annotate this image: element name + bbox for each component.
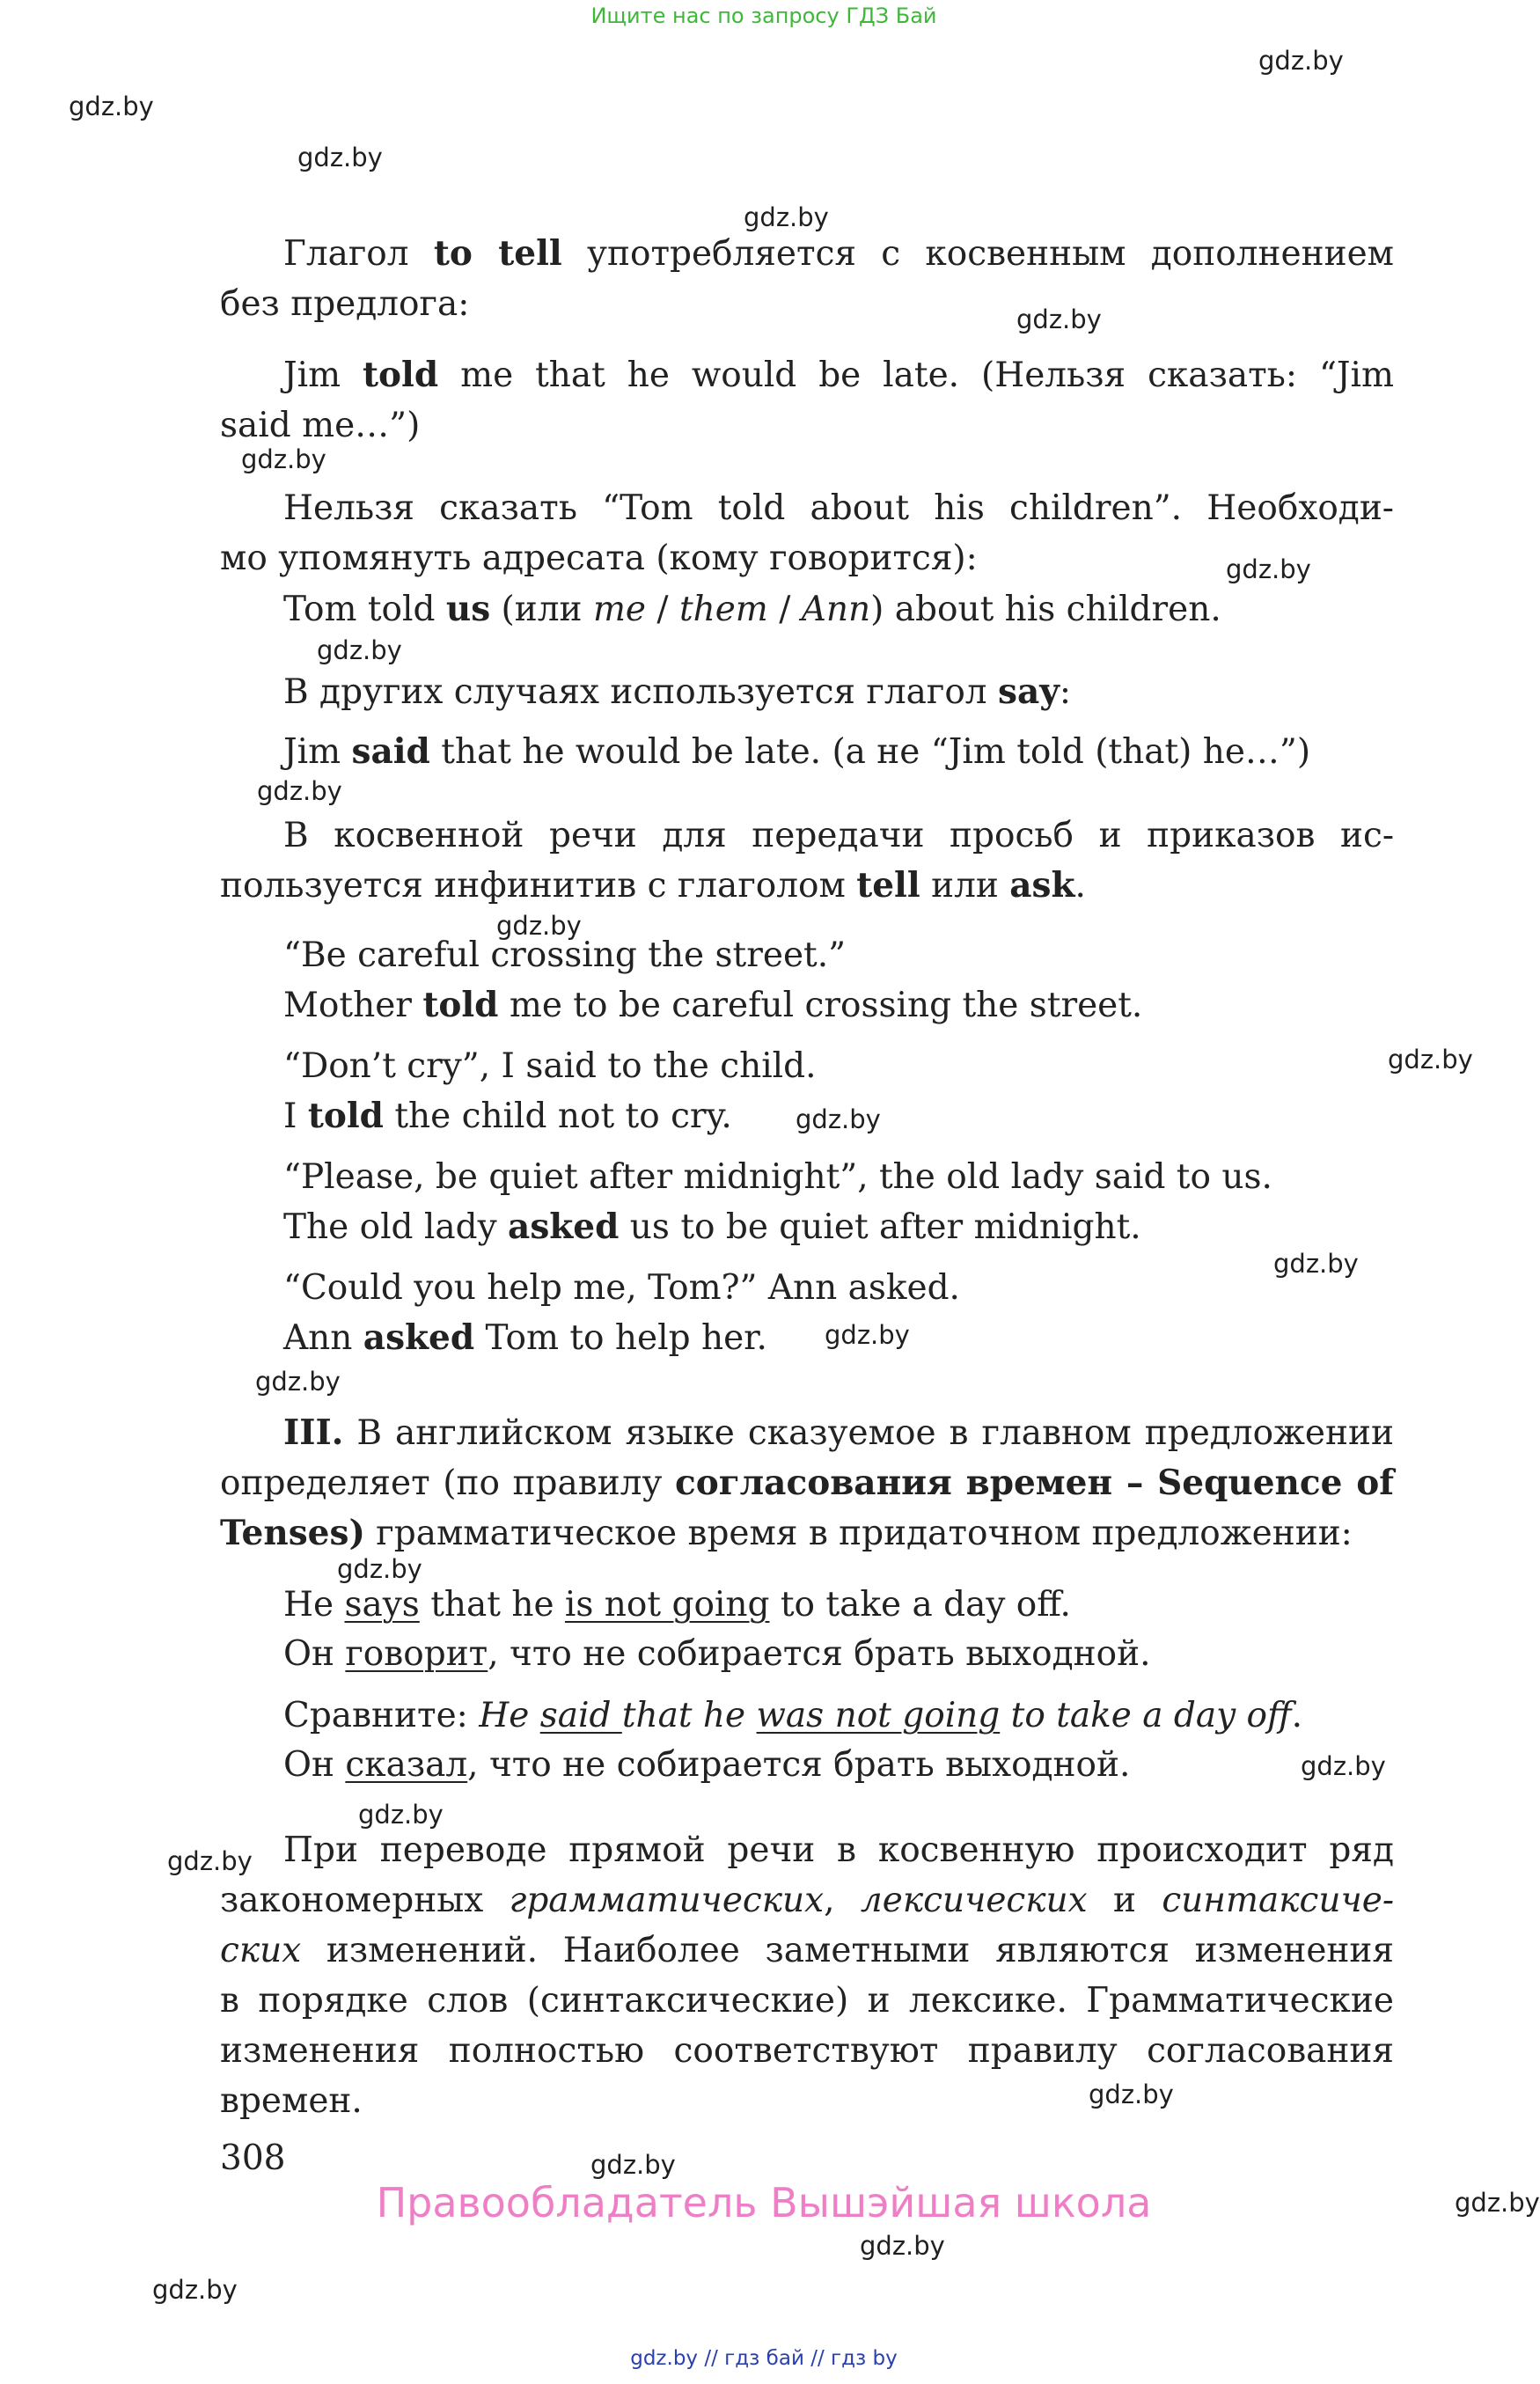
term-bold: us: [445, 589, 491, 629]
text: Он: [283, 1634, 346, 1674]
text: закономерных: [220, 1881, 510, 1920]
example-compare-translation: [283, 1741, 1130, 1790]
example-reported-speech: [283, 1202, 1141, 1252]
example-says-translation: [283, 1630, 1151, 1679]
text: В английском языке сказуемое в главном предложении: [343, 1413, 1394, 1453]
term-italic: He: [479, 1696, 540, 1735]
text: Mother: [283, 986, 423, 1025]
paragraph-tell-usage: [220, 229, 1394, 329]
watermark: gdz.by: [1301, 1751, 1386, 1781]
text: that he would be late. (а не “Jim told (that) he…”): [429, 732, 1311, 772]
text: that he: [419, 1585, 565, 1625]
text: Он: [283, 1745, 346, 1785]
section-number: III.: [283, 1412, 344, 1453]
example-reported-speech: [283, 1091, 732, 1141]
term-italic: синтаксиче-: [1162, 1881, 1394, 1920]
example-reported-speech: [283, 1313, 767, 1363]
text: Сравните:: [283, 1696, 480, 1735]
term-italic: грамматических: [509, 1881, 825, 1920]
watermark: gdz.by: [167, 1846, 253, 1876]
text: ,: [824, 1881, 861, 1920]
text: употребляется с косвенным дополнением: [561, 234, 1394, 274]
text: мо упомянуть адресата (кому говорится):: [220, 539, 978, 578]
text: При переводе прямой речи в косвенную происходит ряд: [283, 1830, 1394, 1870]
header-note[interactable]: Ищите нас по запросу ГДЗ Бай: [590, 4, 937, 28]
watermark: gdz.by: [241, 444, 326, 474]
example-direct-speech: “Could you help me, Tom?” Ann asked.: [283, 1268, 960, 1308]
term-italic: to take a day off: [1000, 1696, 1292, 1735]
watermark: gdz.by: [1455, 2188, 1540, 2218]
example-told-us: [283, 584, 1221, 635]
example-compare: [283, 1691, 1302, 1741]
paragraph-requests-orders: [220, 811, 1394, 911]
watermark: gdz.by: [825, 1320, 910, 1350]
text: Tom to help her.: [474, 1318, 767, 1358]
watermark: gdz.by: [1226, 554, 1311, 584]
text: Глагол: [283, 234, 434, 274]
underlined-verb: said: [539, 1696, 622, 1735]
term-bold: Tenses): [220, 1513, 365, 1553]
text: /: [767, 590, 802, 629]
text: Ann: [283, 1318, 363, 1358]
term-italic: me: [592, 590, 646, 629]
example-says: [283, 1581, 1071, 1630]
watermark: gdz.by: [496, 911, 582, 941]
watermark: gdz.by: [317, 635, 402, 665]
text: времен.: [220, 2081, 363, 2121]
text: без предлога:: [220, 284, 470, 324]
watermark: gdz.by: [1388, 1045, 1473, 1075]
copyright-notice: Правообладатель Вышэйшая школа: [376, 2179, 1152, 2226]
example-told-me: [220, 350, 1394, 451]
watermark: gdz.by: [69, 92, 154, 121]
text: В других случаях используется глагол: [283, 672, 998, 712]
paragraph-sequence-of-tenses: [220, 1408, 1394, 1559]
watermark: gdz.by: [1089, 2080, 1174, 2109]
watermark: gdz.by: [257, 776, 342, 806]
text: , что не собирается брать выходной.: [467, 1745, 1131, 1785]
text: изменения полностью соответствуют правилу согласования: [220, 2031, 1394, 2071]
term-bold: told: [422, 985, 499, 1025]
term-italic: лексических: [860, 1881, 1088, 1920]
text: Tom told: [283, 590, 446, 629]
term-bold: say: [997, 671, 1060, 712]
term-bold: to tell: [433, 233, 562, 274]
text: Нельзя сказать “Tom told about his children”. Необходи-: [283, 488, 1394, 528]
watermark: gdz.by: [1258, 46, 1344, 76]
page-number: 308: [220, 2138, 286, 2178]
text: в порядке слов (синтаксические) и лексике. Грамматические: [220, 1981, 1394, 2021]
text: Jim: [283, 356, 363, 395]
text: В косвенной речи для передачи просьб и приказов ис-: [283, 816, 1394, 855]
term-bold: said: [351, 731, 430, 772]
text: (или: [490, 590, 593, 629]
underlined-verb: сказал: [345, 1745, 468, 1785]
watermark: gdz.by: [860, 2231, 945, 2261]
term-italic: Ann: [801, 590, 871, 629]
underlined-verb: says: [344, 1585, 420, 1625]
text: the child not to cry.: [383, 1097, 732, 1136]
text: Jim: [283, 732, 352, 772]
text: изменений. Наиболее заметными являются изменения: [301, 1931, 1394, 1970]
text: He: [283, 1585, 345, 1625]
watermark: gdz.by: [796, 1104, 881, 1134]
paragraph-translation-changes: [220, 1825, 1394, 2126]
term-bold: согласования времен – Sequence of: [675, 1463, 1394, 1503]
text: .: [1074, 866, 1086, 906]
text: /: [646, 590, 679, 629]
text: или: [920, 866, 1010, 906]
watermark: gdz.by: [152, 2275, 238, 2305]
term-bold: told: [363, 355, 439, 395]
underlined-verb: was not going: [756, 1696, 1001, 1735]
watermark: gdz.by: [297, 143, 383, 172]
watermark: gdz.by: [358, 1800, 444, 1830]
example-said: [283, 727, 1310, 777]
paragraph-addressee: [220, 483, 1394, 583]
term-italic: them: [678, 590, 768, 629]
text: me that he would be late. (Нельзя сказать: “Jim: [438, 356, 1394, 395]
text: to take a day off.: [769, 1585, 1071, 1625]
term-bold: ask: [1009, 865, 1075, 906]
text: me to be careful crossing the street.: [498, 986, 1143, 1025]
watermark: gdz.by: [255, 1367, 341, 1397]
term-italic: ских: [220, 1931, 302, 1970]
footer-note[interactable]: gdz.by // гдз бай // гдз by: [630, 2347, 898, 2370]
term-bold: told: [307, 1096, 384, 1136]
text: :: [1059, 672, 1072, 712]
underlined-verb: is not going: [564, 1585, 770, 1625]
text: us to be quiet after midnight.: [619, 1207, 1141, 1247]
example-reported-speech: [283, 980, 1142, 1031]
text: The old lady: [283, 1207, 509, 1247]
text: .: [1291, 1696, 1303, 1735]
term-bold: tell: [856, 865, 920, 906]
underlined-verb: говорит: [345, 1634, 488, 1674]
watermark: gdz.by: [337, 1554, 422, 1584]
text: ) about his children.: [870, 590, 1221, 629]
watermark: gdz.by: [1273, 1249, 1359, 1279]
example-direct-speech: “Don’t cry”, I said to the child.: [283, 1046, 817, 1086]
term-bold: asked: [508, 1207, 620, 1247]
term-italic: that he: [621, 1696, 757, 1735]
text: определяет (по правилу: [220, 1463, 676, 1503]
text: , что не собирается брать выходной.: [488, 1634, 1151, 1674]
example-direct-speech: “Please, be quiet after midnight”, the old lady said to us.: [283, 1157, 1272, 1197]
watermark: gdz.by: [744, 202, 829, 232]
text: грамматическое время в придаточном предложении:: [364, 1514, 1353, 1553]
watermark: gdz.by: [1016, 304, 1102, 334]
text: пользуется инфинитив с глаголом: [220, 866, 857, 906]
paragraph-say-usage: [283, 667, 1071, 717]
text: said me…”): [220, 406, 421, 445]
text: I: [283, 1097, 308, 1136]
text: и: [1087, 1881, 1162, 1920]
watermark: gdz.by: [590, 2150, 676, 2180]
term-bold: asked: [363, 1317, 475, 1358]
example-direct-speech: “Be careful crossing the street.”: [283, 935, 847, 975]
